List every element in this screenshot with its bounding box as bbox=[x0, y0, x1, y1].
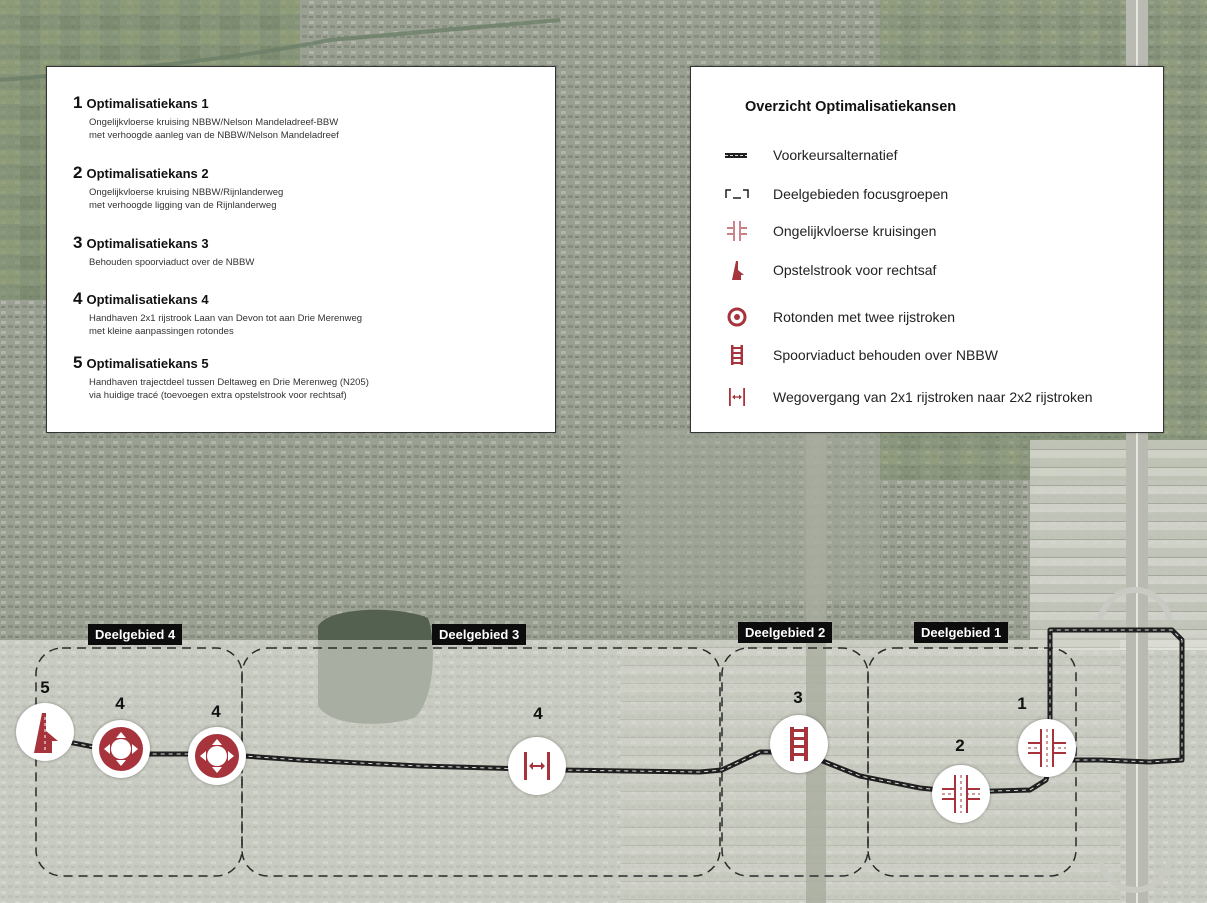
marker-number-1: 1 bbox=[1017, 694, 1027, 713]
grade-separated-crossing-icon bbox=[1018, 719, 1076, 777]
optimization-item-3 bbox=[73, 233, 254, 269]
legend-item-wegovergang bbox=[691, 385, 1161, 409]
optimization-title bbox=[73, 163, 283, 183]
roundabout-icon bbox=[92, 720, 150, 778]
description-line: met verhoogde ligging van de Rijnlanderweg bbox=[89, 200, 277, 211]
optimization-title-text: Optimalisatiekans 5 bbox=[86, 356, 209, 371]
optimization-number: 4 bbox=[73, 289, 83, 308]
optimization-number: 1 bbox=[73, 93, 83, 112]
optimization-description bbox=[89, 256, 254, 269]
legend-label: Rotonden met twee rijstroken bbox=[773, 309, 956, 325]
preferred-alternative-line-icon bbox=[723, 143, 751, 167]
area-label-deelgebied-3: Deelgebied 3 bbox=[432, 624, 526, 645]
legend-item-spoorviaduct bbox=[691, 343, 1161, 367]
optimization-title bbox=[73, 289, 362, 309]
turn-lane-icon bbox=[723, 258, 751, 282]
optimization-description bbox=[89, 312, 362, 338]
optimization-title bbox=[73, 353, 369, 373]
optimization-title-text: Optimalisatiekans 1 bbox=[86, 96, 209, 111]
description-line: Handhaven 2x1 rijstrook Laan van Devon tot aan Drie Merenweg bbox=[89, 313, 363, 324]
rail-viaduct-icon bbox=[723, 343, 751, 367]
legend-item-voorkeursalternatief bbox=[691, 143, 1161, 167]
grade-separated-crossing-icon bbox=[932, 765, 990, 823]
area-label-deelgebied-4: Deelgebied 4 bbox=[88, 624, 182, 645]
marker-rotonde-2[interactable] bbox=[188, 727, 246, 785]
description-line: met verhoogde aanleg van de NBBW/Nelson Mandeladreef bbox=[89, 130, 339, 141]
legend-item-deelgebieden bbox=[691, 182, 1161, 206]
legend-item-kruisingen bbox=[691, 219, 1161, 243]
legend-label: Wegovergang van 2x1 rijstroken naar 2x2 rijstroken bbox=[773, 389, 1093, 405]
map-legend-panel bbox=[690, 66, 1164, 433]
area-label-deelgebied-2: Deelgebied 2 bbox=[738, 622, 832, 643]
optimization-description bbox=[89, 186, 283, 212]
legend-label: Spoorviaduct behouden over NBBW bbox=[773, 347, 998, 363]
marker-kruising-2[interactable] bbox=[932, 765, 990, 823]
description-line: Ongelijkvloerse kruising NBBW/Rijnlanderweg bbox=[89, 187, 284, 198]
marker-number-3: 3 bbox=[793, 688, 803, 707]
legend-label: Deelgebieden focusgroepen bbox=[773, 186, 949, 202]
optimization-item-2 bbox=[73, 163, 283, 212]
grade-separated-crossing-icon bbox=[723, 219, 751, 243]
marker-number-5: 5 bbox=[40, 678, 50, 697]
description-line: met kleine aanpassingen rotondes bbox=[89, 326, 234, 337]
legend-label: Voorkeursalternatief bbox=[773, 147, 898, 163]
optimization-title-text: Optimalisatiekans 3 bbox=[86, 236, 209, 251]
lane-transition-icon bbox=[508, 737, 566, 795]
turn-lane-icon bbox=[16, 703, 74, 761]
optimization-description bbox=[89, 116, 339, 142]
optimization-number: 5 bbox=[73, 353, 83, 372]
marker-kruising-1[interactable] bbox=[1018, 719, 1076, 777]
optimization-number: 3 bbox=[73, 233, 83, 252]
optimization-item-5 bbox=[73, 353, 369, 402]
optimization-item-1 bbox=[73, 93, 339, 142]
area-label-deelgebied-1: Deelgebied 1 bbox=[914, 622, 1008, 643]
roundabout-icon bbox=[188, 727, 246, 785]
optimization-title bbox=[73, 233, 254, 253]
marker-number-4c: 4 bbox=[533, 704, 543, 723]
description-line: Handhaven trajectdeel tussen Deltaweg en Drie Merenweg (N205) bbox=[89, 377, 369, 388]
legend-title: Overzicht Optimalisatiekansen bbox=[745, 99, 957, 115]
description-line: Ongelijkvloerse kruising NBBW/Nelson Mandeladreef-BBW bbox=[89, 117, 339, 128]
marker-spoorviaduct[interactable] bbox=[770, 715, 828, 773]
lane-transition-icon bbox=[723, 385, 751, 409]
description-line: Behouden spoorviaduct over de NBBW bbox=[89, 257, 255, 268]
description-line: via huidige tracé (toevoegen extra opstelstrook voor rechtsaf) bbox=[89, 390, 347, 401]
dashed-bracket-icon bbox=[723, 182, 751, 206]
optimization-title-text: Optimalisatiekans 4 bbox=[86, 292, 209, 307]
marker-wegovergang[interactable] bbox=[508, 737, 566, 795]
optimization-description bbox=[89, 376, 369, 402]
optimization-title-text: Optimalisatiekans 2 bbox=[86, 166, 209, 181]
marker-number-4b: 4 bbox=[211, 702, 221, 721]
marker-number-2: 2 bbox=[955, 736, 965, 755]
marker-number-4a: 4 bbox=[115, 694, 125, 713]
rail-viaduct-icon bbox=[770, 715, 828, 773]
optimization-number: 2 bbox=[73, 163, 83, 182]
marker-rotonde-1[interactable] bbox=[92, 720, 150, 778]
optimization-item-4 bbox=[73, 289, 362, 338]
legend-item-opstelstrook bbox=[691, 258, 1161, 282]
roundabout-icon bbox=[723, 305, 751, 329]
legend-label: Opstelstrook voor rechtsaf bbox=[773, 262, 937, 278]
optimization-list-panel bbox=[46, 66, 556, 433]
optimization-title bbox=[73, 93, 339, 113]
legend-item-rotonden bbox=[691, 305, 1161, 329]
legend-label: Ongelijkvloerse kruisingen bbox=[773, 223, 937, 239]
marker-opstelstrook[interactable] bbox=[16, 703, 74, 761]
